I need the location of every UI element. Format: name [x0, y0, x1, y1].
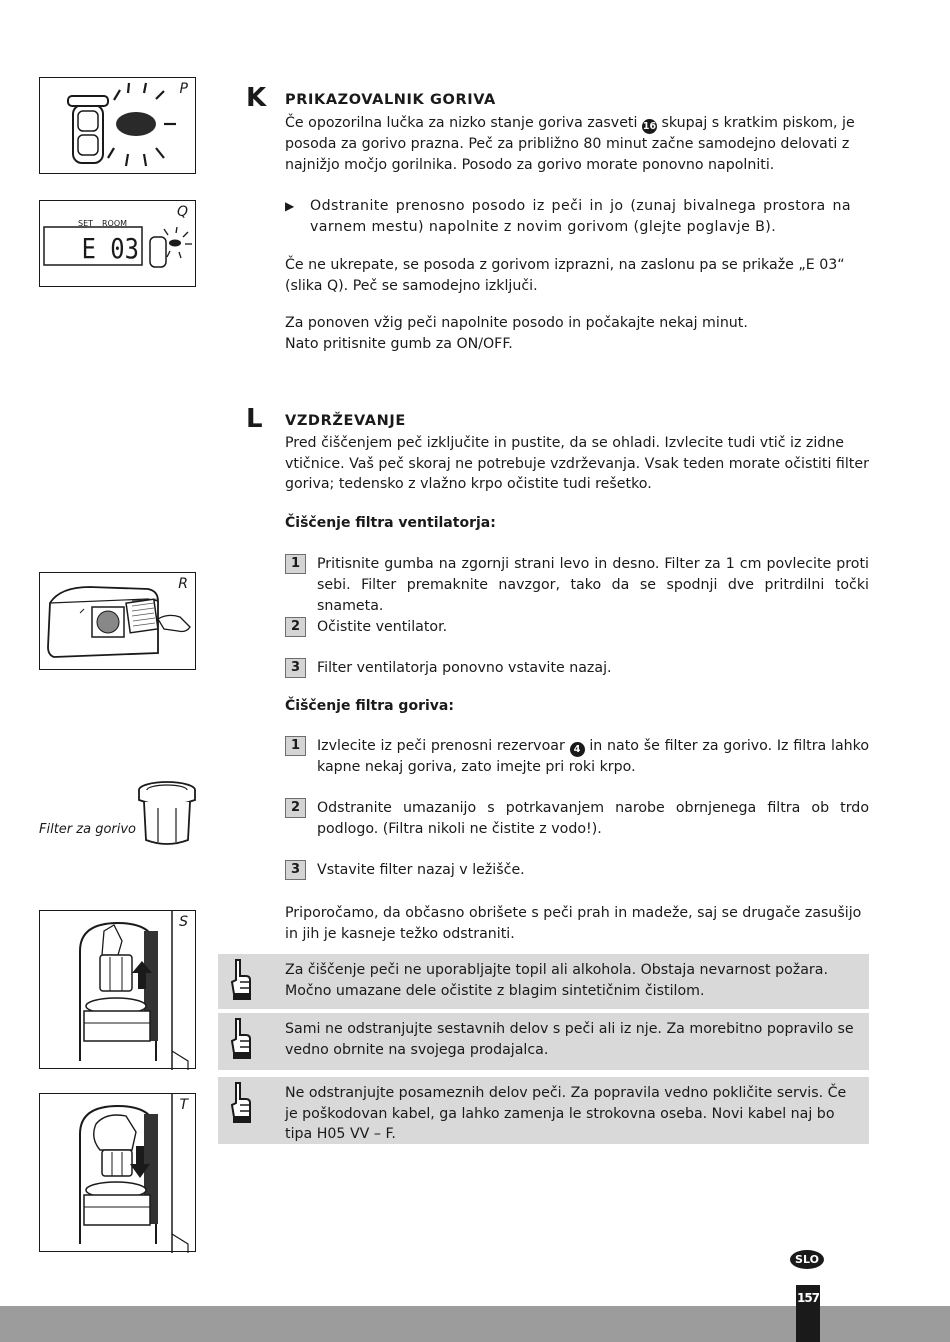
figure-t — [39, 1093, 196, 1252]
section-k-paragraph-1 — [285, 113, 869, 175]
error-code-display: E 03 — [81, 233, 139, 266]
step-text: Pritisnite gumba na zgornji strani levo in desno. Filter za 1 cm povlecite proti sebi. Filter premaknite navzgor, tako da se spodnji dve pritrdilni točki snameta. — [317, 556, 869, 614]
figure-q — [39, 200, 196, 287]
figure-label: T — [179, 1097, 188, 1113]
set-label: SET — [78, 219, 94, 228]
fuel-filter-caption: Filter za gorivo — [39, 822, 137, 837]
paragraph-text: Če opozorilna lučka za nizko stanje goriva zasveti — [285, 115, 638, 131]
figure-label: P — [179, 81, 188, 97]
section-letter-l: L — [246, 404, 263, 434]
pointing-hand-icon — [224, 958, 258, 1004]
figure-label: S — [179, 914, 188, 930]
reference-number-badge: 16 — [642, 121, 657, 132]
step-number: 1 — [285, 736, 306, 756]
room-label: ROOM — [102, 219, 128, 228]
page-number: 157 — [796, 1291, 820, 1305]
bullet-item — [285, 196, 851, 238]
pointing-hand-icon — [224, 1017, 258, 1063]
step-text-part: in nato še filter za gorivo. Iz filtra lahko kapne nekaj goriva, zato imejte pri roki krpo. — [317, 738, 870, 775]
recommendation-paragraph: Priporočamo, da občasno obrišete s peči prah in madeže, saj se drugače zasušijo in jih je kasneje težko odstraniti. — [285, 905, 862, 942]
fuel-filter-illustration — [134, 778, 200, 848]
remove-fuel-filter-illustration — [40, 911, 197, 1070]
step-text: Filter ventilatorja ponovno vstavite nazaj. — [317, 660, 612, 676]
warning-text: Ne odstranjujte posameznih delov peči. Za popravila vedno pokličite servis. Če je poškodovan kabel, ga lahko zamenja le strokovna oseba. Novi kabel naj bo tipa H05 VV – F. — [285, 1085, 847, 1142]
fuel-filter-heading: Čiščenje filtra goriva: — [285, 698, 454, 714]
section-k-title: PRIKAZOVALNIK GORIVA — [285, 92, 496, 108]
step-number: 3 — [285, 658, 306, 678]
fuel-gauge-warning-illustration — [40, 78, 197, 175]
section-k-paragraph-2: Če ne ukrepate, se posoda z gorivom izprazni, na zaslonu pa se prikaže „E 03“ (slika Q). Peč se samodejno izključi. — [285, 257, 845, 294]
section-l-intro: Pred čiščenjem peč izklјučite in pustite, da se ohladi. Izvlecite tudi vtič iz zidne vtičnice. Vaš peč skoraj ne potrebuje vzdrževanja. Vsak teden morate očistiti filter goriva; tedensko z vlažno krpo očistite tudi rešetko. — [285, 435, 869, 492]
step-number: 2 — [285, 617, 306, 637]
step-number: 1 — [285, 554, 306, 574]
warning-text: Sami ne odstranjujte sestavnih delov s peči ali iz nje. Za morebitno popravilo se vedno obrnite na svojega prodajalca. — [285, 1021, 854, 1058]
figure-label: R — [178, 576, 188, 592]
step-number: 2 — [285, 798, 306, 818]
language-badge: SLO — [790, 1250, 824, 1269]
step-text: Vstavite filter nazaj v ležišče. — [317, 862, 525, 878]
warning-text: Za čiščenje peči ne uporabljajte topil ali alkohola. Obstaja nevarnost požara. Močno umazane dele očistite z blagim sintetičnim čistilom. — [285, 962, 828, 999]
figure-label: Q — [176, 204, 188, 220]
warning-box-3 — [218, 1077, 869, 1144]
paragraph-text: skupaj s kratkim piskom, je posoda za gorivo prazna. Peč za približno 80 minut začne samodejno delovati z najnižjo močjo gorilnika. Posodo za gorivo morate ponovno napolniti. — [285, 115, 855, 173]
reference-number-badge: 4 — [570, 742, 585, 757]
paragraph-line: Za ponoven vžig peči napolnite posodo in počakajte nekaj minut. — [285, 315, 748, 331]
fan-step-2 — [285, 617, 869, 638]
fan-filter-heading: Čiščenje filtra ventilatorja: — [285, 515, 496, 531]
step-text: Očistite ventilator. — [317, 619, 448, 635]
figure-s — [39, 910, 196, 1069]
triangle-bullet-icon: ▶ — [285, 199, 295, 213]
fuel-step-3 — [285, 860, 869, 881]
paragraph-line: Nato pritisnite gumb za ON/OFF. — [285, 335, 513, 352]
heater-fan-filter-illustration — [40, 573, 197, 671]
warning-box-2 — [218, 1013, 869, 1070]
fuel-filter-image — [134, 778, 200, 848]
insert-fuel-filter-illustration — [40, 1094, 197, 1253]
figure-p — [39, 77, 196, 174]
step-text: Odstranite umazanijo s potrkavanjem narobe obrnjenega filtra ob trdo podlogo. (Filtra nikoli ne čistite z vodo!). — [317, 800, 869, 837]
section-l-title: VZDRŽEVANJE — [285, 413, 406, 429]
step-text-part: Izvlecite iz peči prenosni rezervoar — [317, 738, 565, 754]
warning-box-1 — [218, 954, 869, 1009]
fan-step-1 — [285, 554, 869, 617]
pointing-hand-icon — [224, 1081, 258, 1127]
bullet-text: Odstranite prenosno posodo iz peči in jo (zunaj bivalnega prostora na varnem mestu) napolnite z novim gorivom (glejte poglavje B). — [310, 198, 851, 235]
fuel-step-2 — [285, 798, 869, 840]
step-text — [317, 736, 869, 778]
figure-r — [39, 572, 196, 670]
display-error-illustration — [40, 201, 197, 288]
section-k-paragraph-3 — [285, 313, 869, 354]
fuel-step-1 — [285, 736, 869, 778]
section-letter-k: K — [246, 83, 267, 113]
step-number: 3 — [285, 860, 306, 880]
fan-step-3 — [285, 658, 869, 679]
